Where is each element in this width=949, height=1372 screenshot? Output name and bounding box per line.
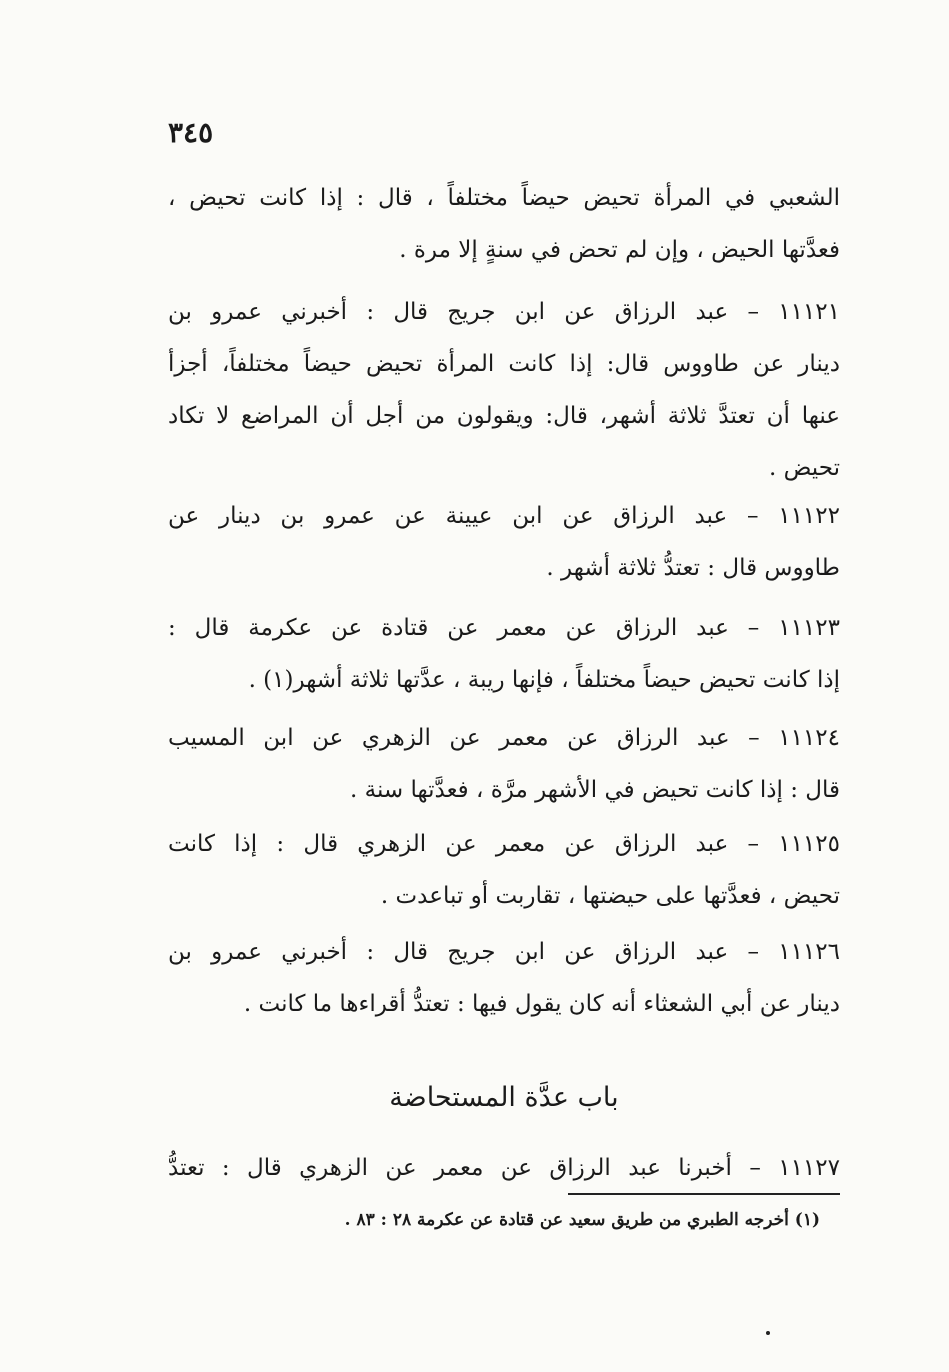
text-line: تحيض .	[769, 455, 840, 481]
text-line: ١١١٢٢ – عبد الرزاق عن ابن عيينة عن عمرو بن دينار عن	[168, 503, 840, 529]
text-line: دينار عن أبي الشعثاء أنه كان يقول فيها : تعتدُّ أقراءها ما كانت .	[243, 991, 840, 1017]
footnote-separator	[568, 1193, 840, 1195]
hadith-paragraph-11124	[168, 712, 840, 816]
paragraph-continuation	[168, 172, 840, 276]
hadith-paragraph-11121	[168, 286, 840, 494]
text-line: ١١١٢١ – عبد الرزاق عن ابن جريج قال : أخبرني عمرو بن	[168, 299, 840, 325]
text-line: ١١١٢٤ – عبد الرزاق عن معمر عن الزهري عن ابن المسيب	[168, 725, 840, 751]
text-line: ١١١٢٥ – عبد الرزاق عن معمر عن الزهري قال : إذا كانت	[168, 831, 840, 857]
footnote: (١) أخرجه الطبري من طريق سعيد عن قتادة عن عكرمة ٢٨ : ٨٣ .	[344, 1210, 820, 1230]
text-line: عنها أن تعتدَّ ثلاثة أشهر، قال: ويقولون من أجل أن المراضع لا تكاد	[168, 403, 840, 429]
text-line: الشعبي في المرأة تحيض حيضاً مختلفاً ، قال : إذا كانت تحيض ،	[168, 185, 840, 211]
text-line: ١١١٢٦ – عبد الرزاق عن ابن جريج قال : أخبرني عمرو بن	[168, 939, 840, 965]
text-line: ١١١٢٧ – أخبرنا عبد الرزاق عن معمر عن الزهري قال : تعتدُّ	[168, 1155, 840, 1181]
hadith-paragraph-11127	[168, 1142, 840, 1194]
hadith-paragraph-11122	[168, 490, 840, 594]
page-number: ٣٤٥	[168, 116, 214, 149]
page-speck	[766, 1331, 770, 1335]
text-line: دينار عن طاووس قال: إذا كانت المرأة تحيض حيضاً مختلفاً، أجزأ	[168, 351, 840, 377]
text-line: قال : إذا كانت تحيض في الأشهر مرَّة ، فعدَّتها سنة .	[350, 777, 840, 803]
text-line: ١١١٢٣ – عبد الرزاق عن معمر عن قتادة عن عكرمة قال :	[168, 615, 840, 641]
text-line: فعدَّتها الحيض ، وإن لم تحض في سنةٍ إلا مرة .	[399, 237, 840, 263]
text-line: تحيض ، فعدَّتها على حيضتها ، تقاربت أو تباعدت .	[380, 883, 840, 909]
hadith-paragraph-11125	[168, 818, 840, 922]
hadith-paragraph-11123	[168, 602, 840, 706]
hadith-paragraph-11126	[168, 926, 840, 1030]
text-line: طاووس قال : تعتدُّ ثلاثة أشهر .	[546, 555, 840, 581]
text-line: إذا كانت تحيض حيضاً مختلفاً ، فإنها ريبة ، عدَّتها ثلاثة أشهر(١) .	[248, 667, 840, 693]
section-heading: باب عدَّة المستحاضة	[389, 1082, 619, 1113]
